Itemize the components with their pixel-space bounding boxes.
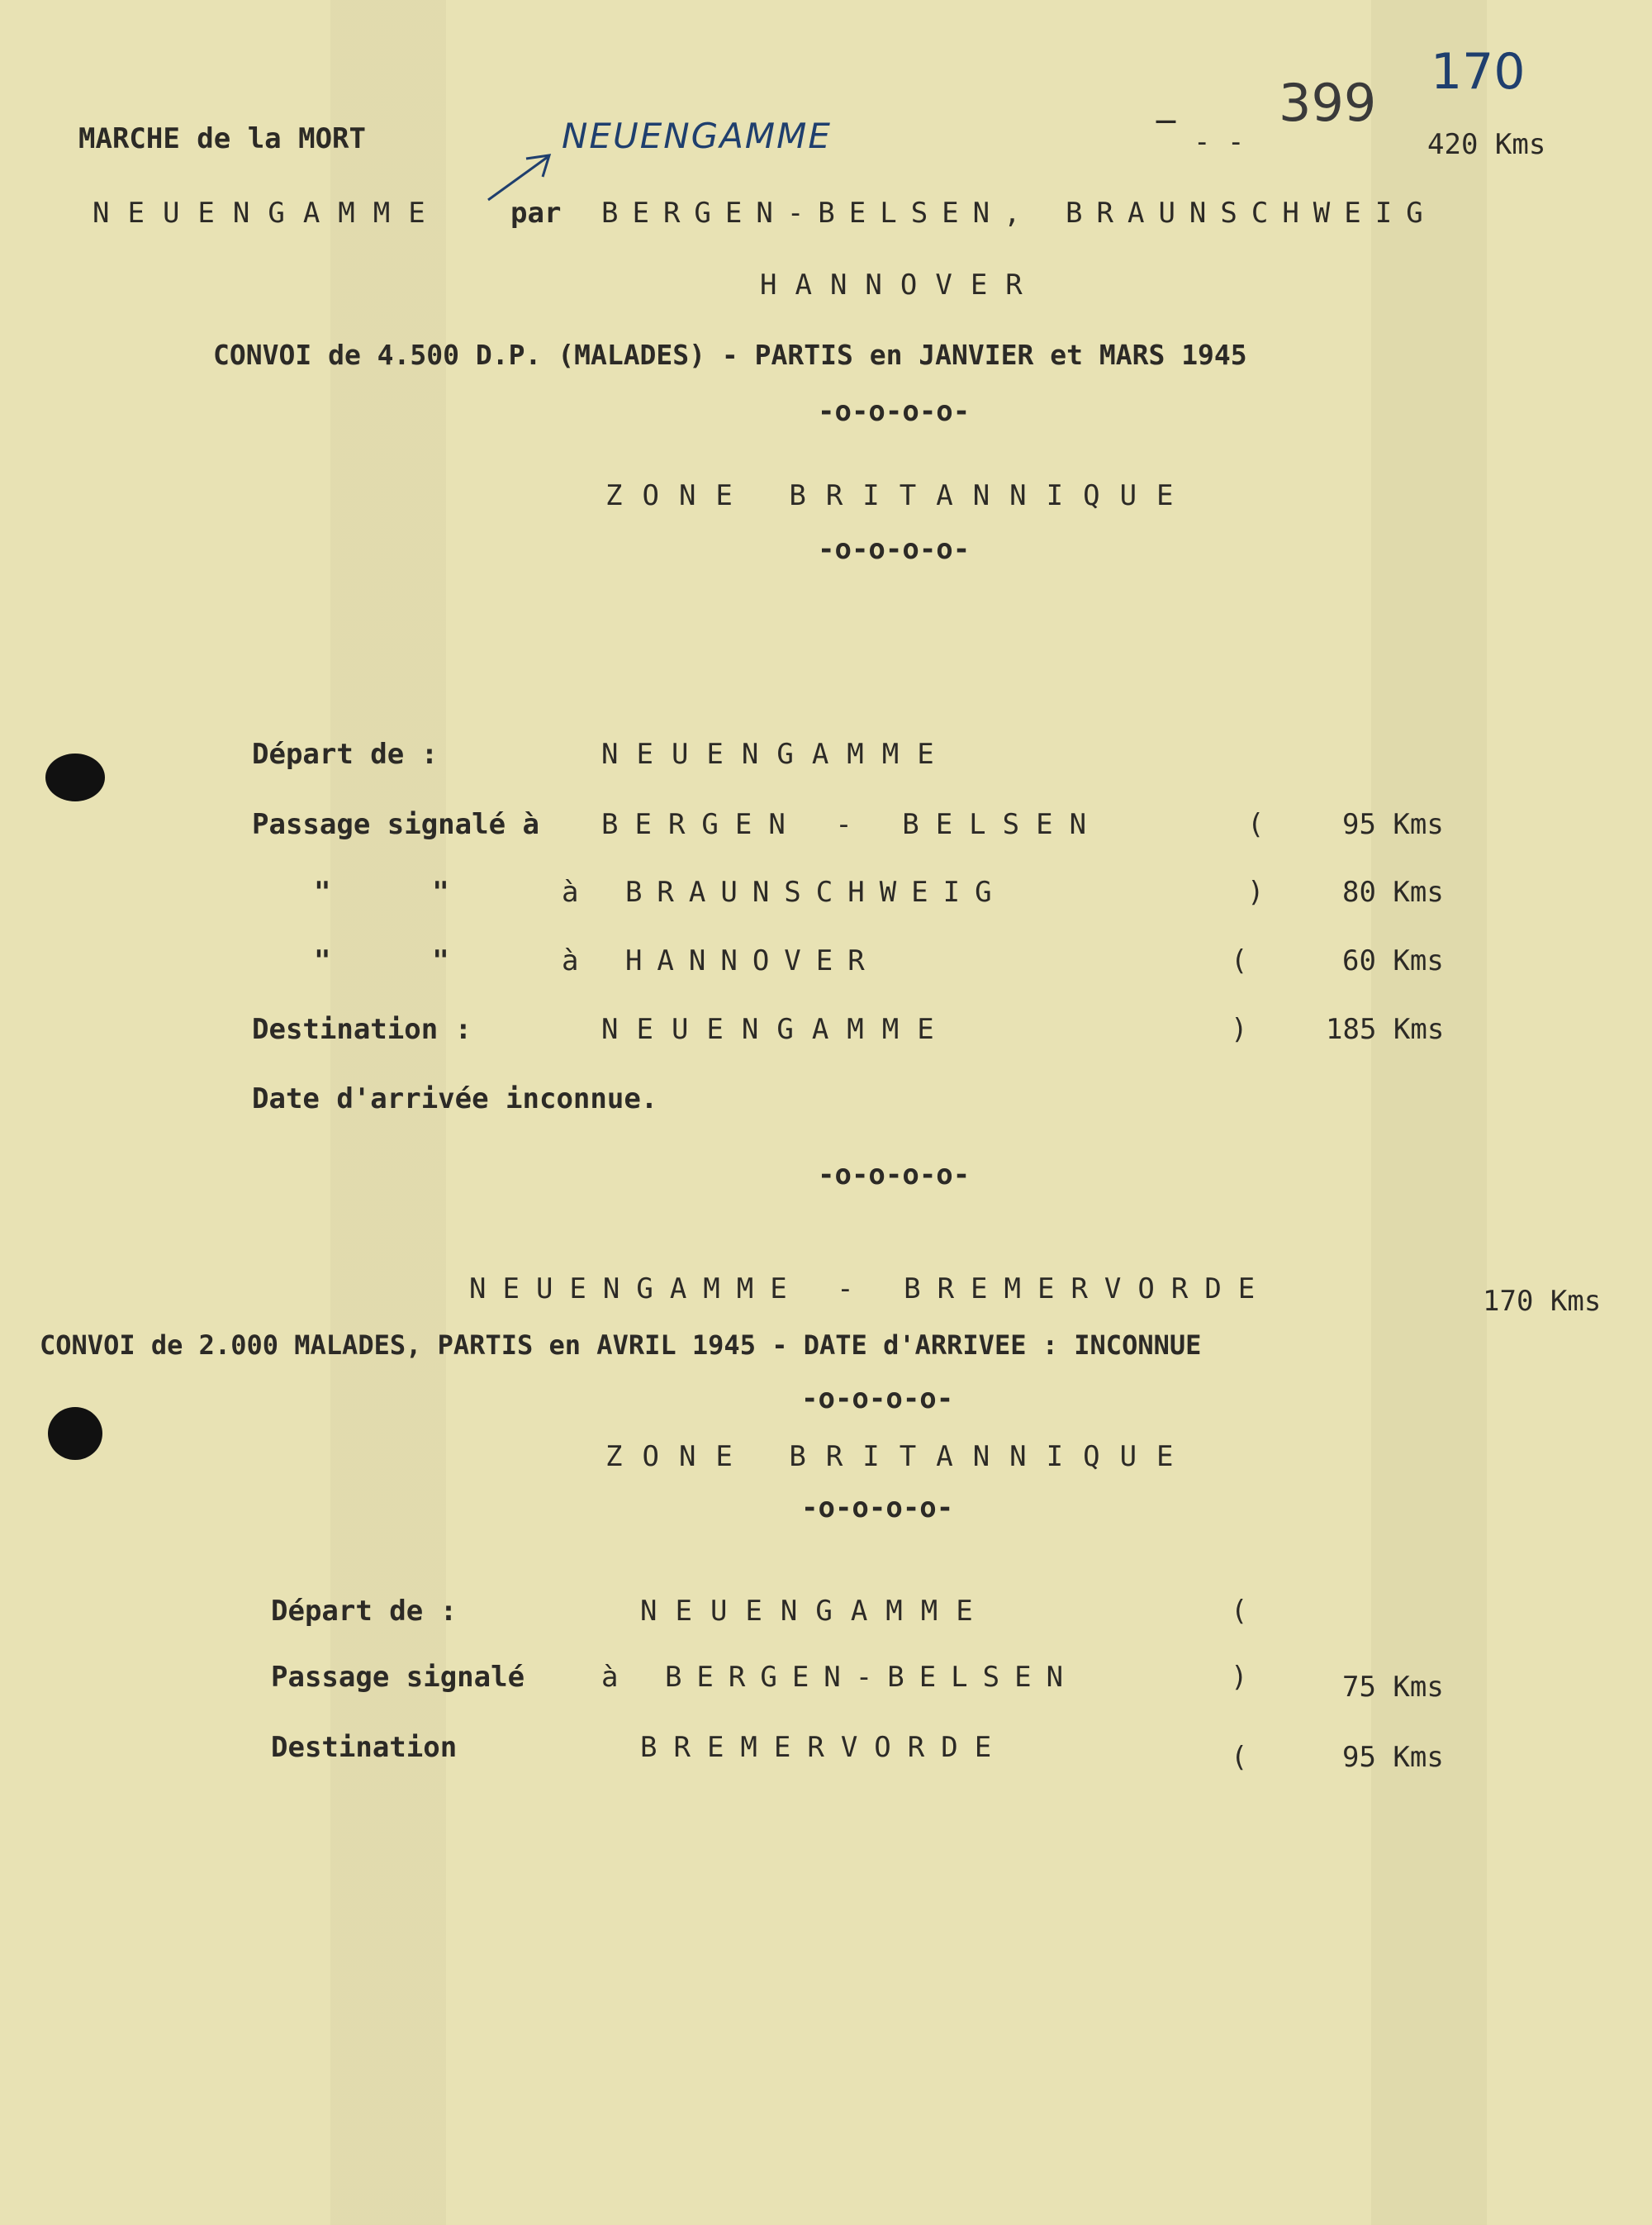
handwritten-dash: _ bbox=[1156, 78, 1175, 123]
row-label: Destination : bbox=[252, 1013, 472, 1046]
route1-line1-c: BERGEN-BELSEN, BRAUNSCHWEIG bbox=[601, 197, 1437, 230]
row-label: Destination bbox=[271, 1731, 458, 1764]
route2-title: NEUENGAMME - BREMERVORDE bbox=[469, 1272, 1272, 1305]
row-place: à BERGEN-BELSEN bbox=[601, 1661, 1079, 1694]
row-bracket: ) bbox=[1231, 1013, 1248, 1046]
small-dashes: - - bbox=[1194, 126, 1245, 159]
punch-hole-bottom bbox=[48, 1407, 102, 1460]
route1-line1-b: par bbox=[510, 197, 562, 230]
route1-convoy: CONVOI de 4.500 D.P. (MALADES) - PARTIS en JANVIER et MARS 1945 bbox=[213, 339, 1247, 371]
row-label: Départ de : bbox=[271, 1595, 458, 1628]
route1-line2: HANNOVER bbox=[760, 269, 1041, 302]
route2-zone: ZONE BRITANNIQUE bbox=[605, 1440, 1194, 1473]
row-km: 185 Kms bbox=[1326, 1013, 1445, 1046]
row-bracket: ( bbox=[1231, 1595, 1248, 1628]
row-place: NEUENGAMME bbox=[640, 1595, 991, 1628]
row-bracket: ) bbox=[1231, 1661, 1248, 1694]
route2-distance: 170 Kms bbox=[1483, 1285, 1602, 1318]
header-distance: 420 Kms bbox=[1427, 128, 1546, 161]
handwritten-note: NEUENGAMME bbox=[562, 116, 832, 156]
route1-separator-1: -o-o-o-o- bbox=[818, 395, 971, 428]
row-place: BERGEN - BELSEN bbox=[601, 808, 1104, 841]
row-km: 60 Kms bbox=[1342, 944, 1444, 977]
route2-separator-2: -o-o-o-o- bbox=[801, 1491, 954, 1524]
row-place: à BRAUNSCHWEIG bbox=[562, 876, 1007, 909]
row-bracket: ( bbox=[1231, 1741, 1248, 1774]
route1-arrival: Date d'arrivée inconnue. bbox=[252, 1082, 658, 1115]
row-label: " " bbox=[314, 876, 449, 909]
row-bracket: ( bbox=[1231, 944, 1248, 977]
row-km: 75 Kms bbox=[1342, 1671, 1444, 1704]
route1-zone: ZONE BRITANNIQUE bbox=[605, 479, 1194, 512]
row-km: 95 Kms bbox=[1342, 1741, 1444, 1774]
row-place: NEUENGAMME bbox=[601, 1013, 952, 1046]
row-label: " " bbox=[314, 944, 449, 977]
stamp-number: 399 bbox=[1279, 73, 1377, 133]
route1-separator-3: -o-o-o-o- bbox=[818, 1158, 971, 1191]
route2-convoy: CONVOI de 2.000 MALADES, PARTIS en AVRIL 1945 - DATE d'ARRIVEE : INCONNUE bbox=[40, 1329, 1202, 1361]
row-km: 95 Kms bbox=[1342, 808, 1444, 841]
row-place: BREMERVORDE bbox=[640, 1731, 1009, 1764]
row-km: 80 Kms bbox=[1342, 876, 1444, 909]
row-bracket: ( bbox=[1247, 808, 1265, 841]
route1-separator-2: -o-o-o-o- bbox=[818, 533, 971, 566]
row-place: à HANNOVER bbox=[562, 944, 880, 977]
route2-separator-1: -o-o-o-o- bbox=[801, 1382, 954, 1415]
document-heading: MARCHE de la MORT bbox=[78, 122, 366, 155]
row-label: Passage signalé à bbox=[252, 808, 539, 841]
handwritten-number: 170 bbox=[1431, 43, 1526, 101]
row-label: Départ de : bbox=[252, 738, 439, 771]
row-place: NEUENGAMME bbox=[601, 738, 952, 771]
row-bracket: ) bbox=[1247, 876, 1265, 909]
row-label: Passage signalé bbox=[271, 1661, 525, 1694]
route1-line1-a: NEUENGAMME bbox=[93, 197, 444, 230]
punch-hole-top bbox=[45, 754, 105, 801]
